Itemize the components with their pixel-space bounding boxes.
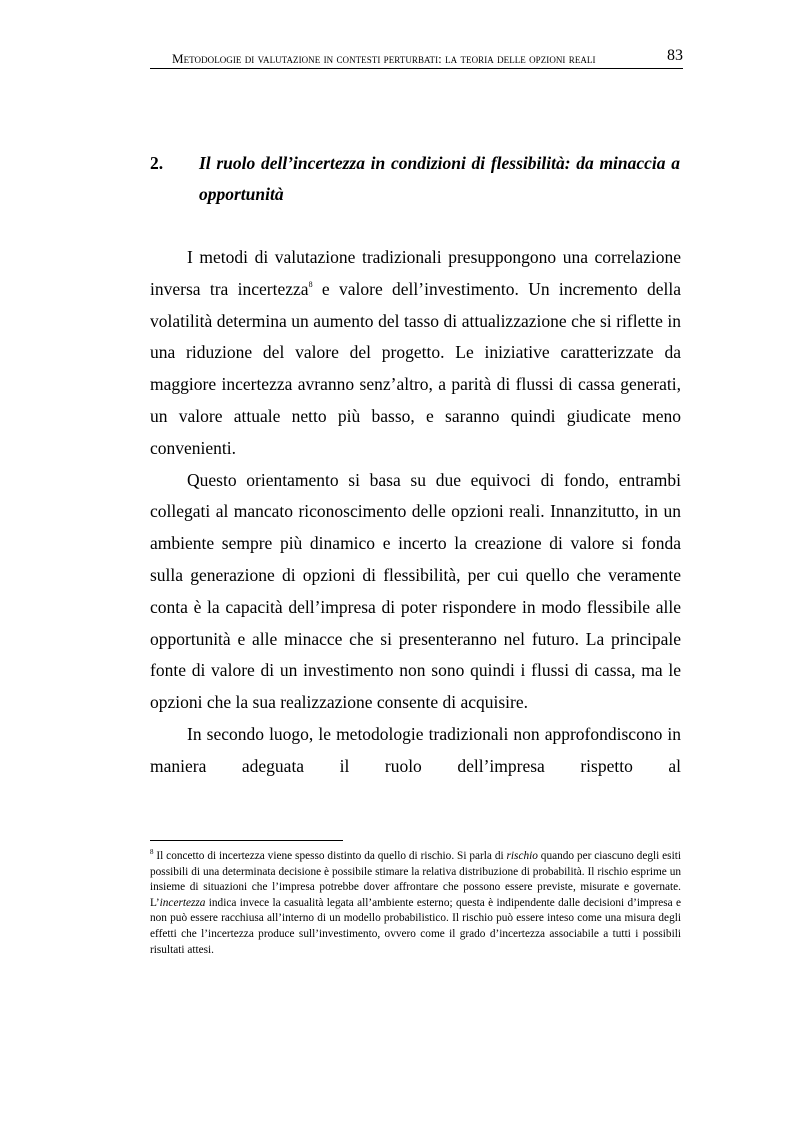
page-number: 83 (667, 47, 683, 64)
footnote-term-rischio: rischio (506, 850, 538, 862)
body-text (150, 242, 681, 783)
running-header (150, 46, 683, 69)
footnote-marker: 8 (150, 848, 154, 856)
section-number: 2. (150, 153, 164, 173)
footnote-text-2: quando per ciascuno degli esiti possibili di una determinata decisione è possibile stimare la relativa distribuzione di probabilità. Il rischio esprime un insieme di situazioni che l’impresa potrebbe dover affrontare che possono essere previste, misurate e governate. L’ (150, 850, 681, 909)
paragraph-2: Questo orientamento si basa su due equivoci di fondo, entrambi collegati al mancato riconoscimento delle opzioni reali. Innanzitutto, in un ambiente sempre più dinamico e incerto la creazione di valore si fonda sulla generazione di opzioni di flessibilità, per cui quello che veramente conta è la capacità dell’impresa di poter rispondere in modo flessibile alle opportunità e alle minacce che si presenteranno nel futuro. La principale fonte di valore di un investimento non sono quindi i flussi di cassa, ma le opzioni che la sua realizzazione consente di acquisire. (150, 469, 681, 713)
footnote-reference[interactable]: 8 (308, 279, 313, 289)
running-title: Metodologie di valutazione in contesti perturbati: la teoria delle opzioni reali (172, 51, 596, 66)
footnote-text-1: Il concetto di incertezza viene spesso distinto da quello di rischio. Si parla di (153, 850, 507, 862)
footnote-term-incertezza: incertezza (159, 896, 206, 909)
footnote-8 (150, 849, 681, 958)
section-title: Il ruolo dell’incertezza in condizioni di flessibilità: da minaccia a opportunità (199, 153, 680, 204)
paragraph-3: In secondo luogo, le metodologie tradizionali non approfondiscono in maniera adeguata il ruolo dell’impresa rispetto al (150, 723, 681, 776)
section-heading (150, 148, 680, 210)
paragraph-1-start: I metodi di valutazione tradizionali presuppongono una correlazione inversa tra incertezza (150, 247, 681, 299)
footnote-divider (150, 840, 343, 841)
paragraph-1 (150, 242, 681, 465)
footnote-text-3: indica invece la casualità legata all’ambiente esterno; questa è indipendente dalle decisioni d’impresa e non può essere racchiusa all’interno di un modello probabilistico. Il rischio può essere inteso come una misura degli effetti che l’incertezza produce sull’investimento, ovvero come il grado d’incertezza associabile a tutti i possibili risultati attesi. (150, 896, 681, 956)
paragraph-1-end: e valore dell’investimento. Un incremento della volatilità determina un aumento del tasso di attualizzazione che si riflette in una riduzione del valore del progetto. Le iniziative caratterizzate da maggiore incertezza avranno senz’altro, a parità di flussi di cassa generati, un valore attuale netto più basso, e saranno quindi giudicate meno convenienti. (150, 278, 681, 458)
footnote (150, 849, 681, 958)
